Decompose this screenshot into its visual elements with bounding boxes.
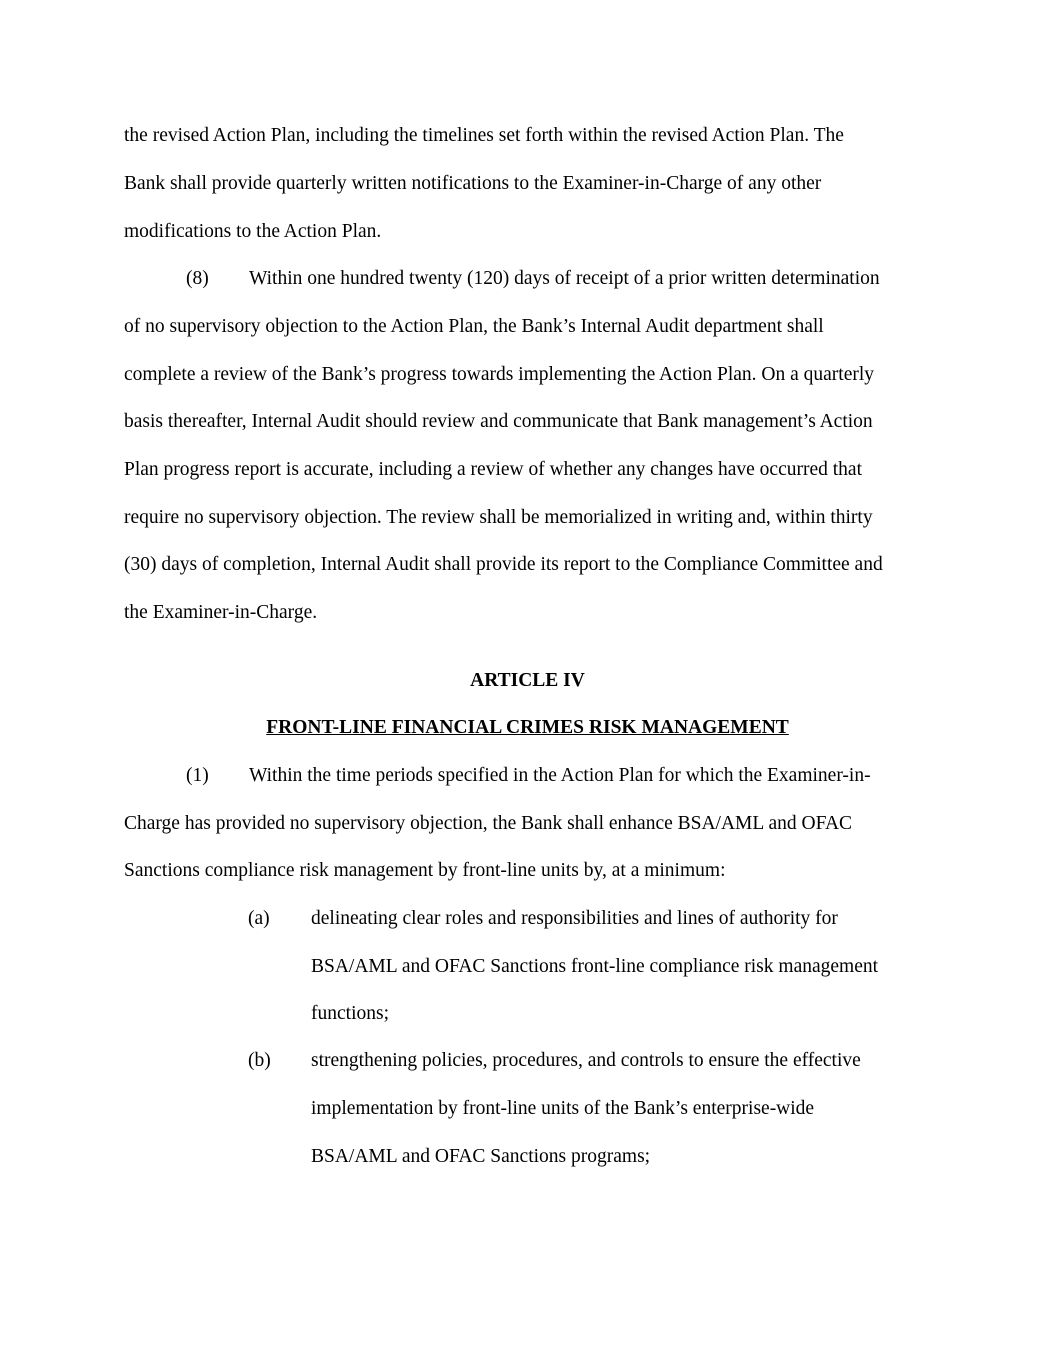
paragraph-line: require no supervisory objection. The review shall be memorialized in writing and, within thirty	[124, 507, 873, 528]
paragraph-line: of no supervisory objection to the Action Plan, the Bank’s Internal Audit department shall	[124, 316, 824, 337]
paragraph-line: (30) days of completion, Internal Audit shall provide its report to the Compliance Committee and	[124, 554, 883, 575]
list-item-line: implementation by front-line units of the Bank’s enterprise-wide	[311, 1098, 815, 1119]
list-item-line: strengthening policies, procedures, and controls to ensure the effective	[311, 1050, 861, 1071]
article-subheading	[0, 716, 1055, 740]
paragraph-line: Bank shall provide quarterly written notifications to the Examiner-in-Charge of any other	[124, 173, 822, 194]
paragraph-line: Sanctions compliance risk management by front-line units by, at a minimum:	[124, 860, 726, 881]
article-subheading-text: FRONT-LINE FINANCIAL CRIMES RISK MANAGEMENT	[266, 717, 789, 738]
paragraph-line: Within one hundred twenty (120) days of receipt of a prior written determination	[249, 268, 880, 289]
paragraph-number: (8)	[186, 268, 209, 289]
paragraph-line: basis thereafter, Internal Audit should review and communicate that Bank management’s Action	[124, 411, 873, 432]
paragraph-line: complete a review of the Bank’s progress towards implementing the Action Plan. On a quarterly	[124, 364, 875, 385]
paragraph-line: modifications to the Action Plan.	[124, 221, 382, 242]
paragraph-line: the Examiner-in-Charge.	[124, 602, 318, 623]
paragraph-line: Plan progress report is accurate, including a review of whether any changes have occurred that	[124, 459, 862, 480]
list-item-line: delineating clear roles and responsibilities and lines of authority for	[311, 908, 838, 929]
paragraph-number: (1)	[186, 765, 209, 786]
paragraph-line: the revised Action Plan, including the timelines set forth within the revised Action Plan. The	[124, 125, 844, 146]
list-item-letter: (a)	[248, 908, 270, 929]
list-item-line: BSA/AML and OFAC Sanctions front-line compliance risk management	[311, 956, 879, 977]
list-item-letter: (b)	[248, 1050, 271, 1071]
article-heading: ARTICLE IV	[470, 670, 585, 691]
list-item-line: BSA/AML and OFAC Sanctions programs;	[311, 1146, 651, 1167]
paragraph-line: Within the time periods specified in the Action Plan for which the Examiner-in-	[249, 765, 871, 786]
list-item-line: functions;	[311, 1003, 389, 1024]
paragraph-line: Charge has provided no supervisory objection, the Bank shall enhance BSA/AML and OFAC	[124, 813, 853, 834]
